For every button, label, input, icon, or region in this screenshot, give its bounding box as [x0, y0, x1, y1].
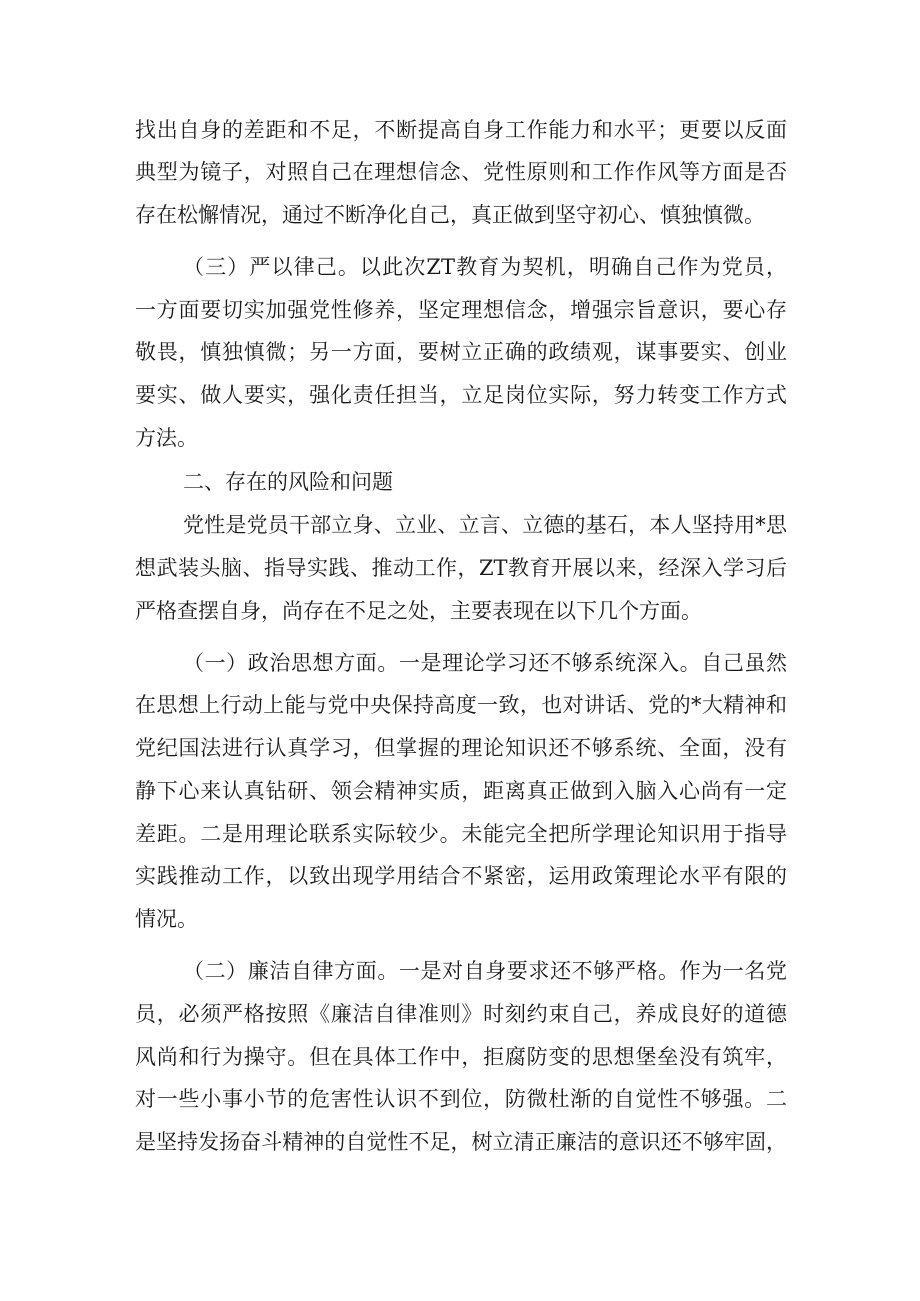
text-line: 严格查摆自身，尚存在不足之处，主要表现在以下几个方面。	[135, 599, 702, 623]
text-line: 在思想上行动上能与党中央保持高度一致，也对讲话、党的*大精神和	[135, 693, 787, 717]
text-line: 存在松懈情况，通过不断净化自己，真正做到坚守初心、慎独慎微。	[135, 203, 765, 227]
text-line: 敬畏，慎独慎微；另一方面，要树立正确的政绩观，谋事要实、创业	[135, 340, 787, 364]
text-line: 党纪国法进行认真学习，但掌握的理论知识还不够系统、全面，没有	[135, 736, 787, 760]
text-line: （三）严以律己。以此次ZT教育为契机，明确自己作为党员，	[183, 255, 787, 279]
text-line: 一方面要切实加强党性修养，坚定理想信念，增强宗旨意识，要心存	[135, 298, 787, 322]
text-line: 对一些小事小节的危害性认识不到位，防微杜渐的自觉性不够强。二	[135, 1087, 787, 1111]
text-line: 实践推动工作，以致出现学用结合不紧密，运用政策理论水平有限的	[135, 864, 787, 888]
text-line: 找出自身的差距和不足，不断提高自身工作能力和水平；更要以反面	[135, 118, 787, 142]
text-line: 静下心来认真钻研、领会精神实质，距离真正做到入脑入心尚有一定	[135, 779, 787, 803]
text-line: 方法。	[135, 426, 198, 450]
text-line: 典型为镜子，对照自己在理想信念、党性原则和工作作风等方面是否	[135, 160, 787, 184]
text-line: 是坚持发扬奋斗精神的自觉性不足，树立清正廉洁的意识还不够牢固，	[135, 1130, 787, 1154]
text-line: 要实、做人要实，强化责任担当，立足岗位实际，努力转变工作方式	[135, 383, 787, 407]
text-line: 差距。二是用理论联系实际较少。未能完全把所学理论知识用于指导	[135, 822, 787, 846]
text-line: 员，必须严格按照《廉洁自律准则》时刻约束自己，养成良好的道德	[135, 1002, 787, 1026]
text-line: 情况。	[135, 907, 198, 931]
text-line: 党性是党员干部立身、立业、立言、立德的基石，本人坚持用*思	[183, 513, 787, 537]
text-line: （二）廉洁自律方面。一是对自身要求还不够严格。作为一名党	[183, 959, 787, 983]
section-heading: 二、存在的风险和问题	[183, 470, 393, 494]
text-line: 风尚和行为操守。但在具体工作中，拒腐防变的思想堡垒没有筑牢，	[135, 1045, 787, 1069]
text-line: 想武装头脑、指导实践、推动工作，ZT教育开展以来，经深入学习后	[135, 556, 787, 580]
text-line: （一）政治思想方面。一是理论学习还不够系统深入。自己虽然	[183, 651, 787, 675]
